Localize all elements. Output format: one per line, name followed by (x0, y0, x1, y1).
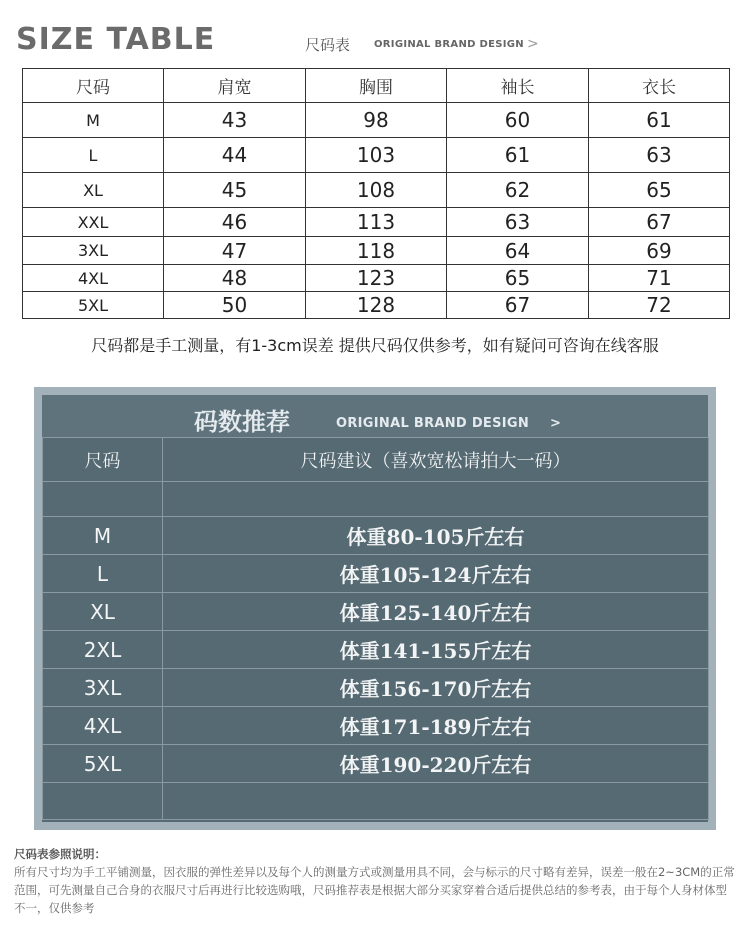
table-cell: 67 (447, 292, 589, 319)
table-cell: 65 (447, 265, 589, 292)
blank-row (43, 482, 709, 517)
size-recommendation-panel (34, 387, 716, 830)
table-cell: 体重141-155斤左右 (163, 631, 709, 669)
chevron-right-icon: > (527, 36, 539, 52)
recommendation-table (42, 437, 709, 820)
table-cell: 98 (306, 103, 447, 138)
table-cell: 体重171-189斤左右 (163, 707, 709, 745)
explanation-body: 所有尺寸均为手工平铺测量，因衣服的弹性差异以及每个人的测量方式或测量用具不同，会与标示的尺寸略有差异，误差一般在2~3CM的正常范围，可先测量自己合身的衣服尺寸后再进行比较选购哦，尺码推荐表是根据大部分买家穿着合适后提供总结的参考表，由于每个人身材体型不一，仅供参考 (14, 865, 735, 915)
table-row (23, 292, 730, 319)
table-cell: 113 (306, 208, 447, 237)
table-cell: XL (23, 173, 164, 208)
table-cell: 108 (306, 173, 447, 208)
table-cell: 61 (447, 138, 589, 173)
table-cell: 63 (589, 138, 730, 173)
table-cell: 60 (447, 103, 589, 138)
table-cell: XXL (23, 208, 164, 237)
table-cell: 123 (306, 265, 447, 292)
table-cell: 体重80-105斤左右 (163, 517, 709, 555)
table-cell: 50 (164, 292, 306, 319)
table-cell: 67 (589, 208, 730, 237)
table-cell: 2XL (43, 631, 163, 669)
table-row (23, 173, 730, 208)
table-cell: 69 (589, 237, 730, 265)
table-cell: 45 (164, 173, 306, 208)
table-cell: 47 (164, 237, 306, 265)
table-cell: 体重190-220斤左右 (163, 745, 709, 783)
table-cell: 118 (306, 237, 447, 265)
table-cell: L (23, 138, 164, 173)
explanation-title: 尺码表参照说明： (14, 847, 106, 861)
table-cell: 63 (447, 208, 589, 237)
table-row (43, 593, 709, 631)
header-cell-chest: 胸围 (306, 69, 447, 103)
table-cell: L (43, 555, 163, 593)
table-cell: M (23, 103, 164, 138)
chevron-right-icon: > (550, 416, 561, 431)
size-table-header (0, 0, 750, 68)
table-row (23, 237, 730, 265)
size-table-title: SIZE TABLE (16, 22, 216, 57)
table-cell: 71 (589, 265, 730, 292)
table-row (23, 208, 730, 237)
table-cell: 62 (447, 173, 589, 208)
table-cell: 48 (164, 265, 306, 292)
size-table (22, 68, 730, 319)
table-cell: 65 (589, 173, 730, 208)
table-cell: 3XL (23, 237, 164, 265)
table-row (23, 265, 730, 292)
header-cell-length: 衣长 (589, 69, 730, 103)
table-cell: 43 (164, 103, 306, 138)
table-row (23, 103, 730, 138)
recommendation-title-bar (42, 395, 708, 437)
size-recommendation-inner (42, 395, 708, 822)
recommendation-title: 码数推荐 (194, 408, 290, 436)
recommendation-header-row (43, 438, 709, 482)
size-table-header-row (23, 69, 730, 103)
table-cell: XL (43, 593, 163, 631)
table-cell: 128 (306, 292, 447, 319)
table-cell: 体重156-170斤左右 (163, 669, 709, 707)
table-cell (43, 783, 163, 820)
table-cell: 103 (306, 138, 447, 173)
table-cell (163, 482, 709, 517)
header-cell-sleeve: 袖长 (447, 69, 589, 103)
header-cell-size: 尺码 (43, 438, 163, 482)
header-cell-suggestion: 尺码建议（喜欢宽松请拍大一码） (163, 438, 709, 482)
table-cell: 体重105-124斤左右 (163, 555, 709, 593)
table-cell: 5XL (43, 745, 163, 783)
measurement-note: 尺码都是手工测量，有1-3cm误差 提供尺码仅供参考，如有疑问可咨询在线客服 (91, 336, 659, 355)
table-cell: 61 (589, 103, 730, 138)
size-table-subtitle-en: ORIGINAL BRAND DESIGN (374, 39, 524, 50)
blank-row (43, 783, 709, 820)
table-cell: 72 (589, 292, 730, 319)
table-row (43, 669, 709, 707)
table-row (43, 631, 709, 669)
header-cell-shoulder: 肩宽 (164, 69, 306, 103)
table-cell: 44 (164, 138, 306, 173)
table-row (23, 138, 730, 173)
header-cell-size: 尺码 (23, 69, 164, 103)
table-row (43, 745, 709, 783)
table-cell: 64 (447, 237, 589, 265)
table-cell: 4XL (43, 707, 163, 745)
table-cell: 3XL (43, 669, 163, 707)
table-cell: M (43, 517, 163, 555)
table-row (43, 555, 709, 593)
table-cell (43, 482, 163, 517)
size-explanation (14, 845, 738, 917)
table-cell: 体重125-140斤左右 (163, 593, 709, 631)
table-row (43, 707, 709, 745)
table-cell: 5XL (23, 292, 164, 319)
table-cell (163, 783, 709, 820)
table-cell: 4XL (23, 265, 164, 292)
table-cell: 46 (164, 208, 306, 237)
recommendation-subtitle-en: ORIGINAL BRAND DESIGN (336, 416, 530, 431)
table-row (43, 517, 709, 555)
size-table-subtitle-cn: 尺码表 (305, 36, 351, 54)
